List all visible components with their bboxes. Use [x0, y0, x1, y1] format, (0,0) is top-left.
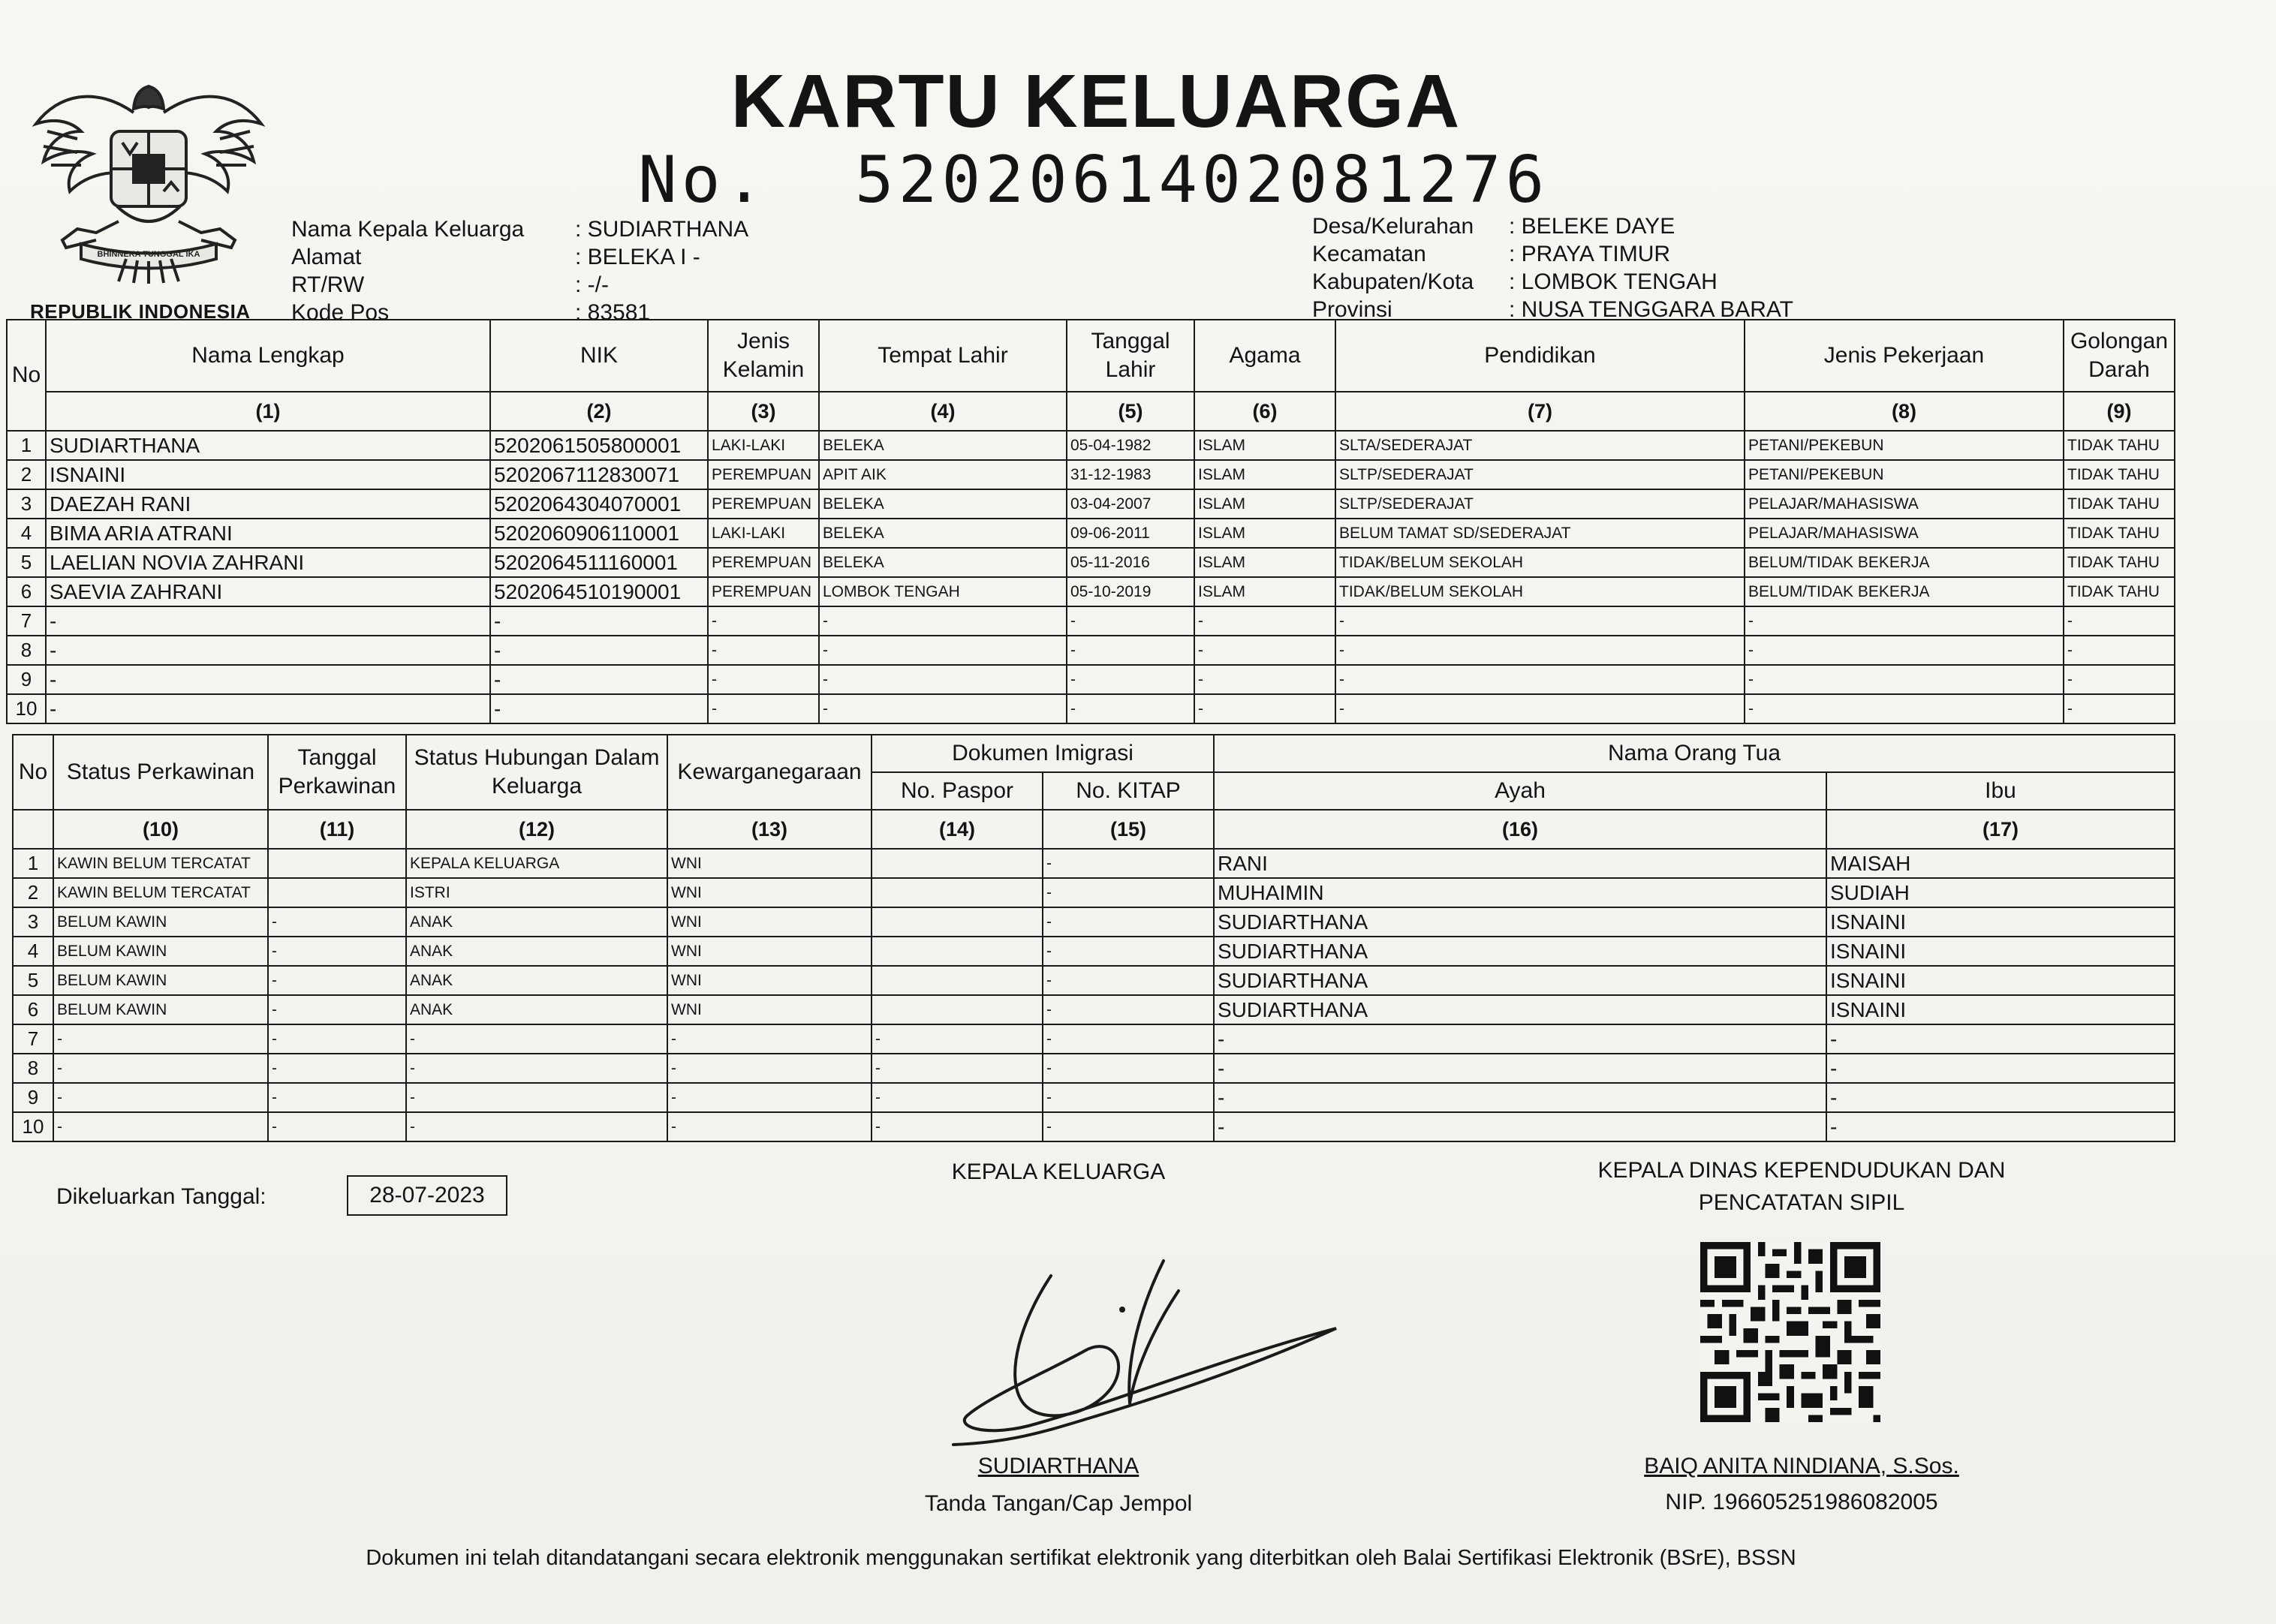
member-gender: PEREMPUAN — [708, 489, 819, 519]
member-education: BELUM TAMAT SD/SEDERAJAT — [1335, 519, 1745, 548]
marital-status: - — [53, 1024, 268, 1054]
qr-code-icon — [1700, 1242, 1880, 1422]
father-name: SUDIARTHANA — [1214, 995, 1826, 1024]
value-address: : BELEKA I - — [575, 245, 700, 269]
marital-status: - — [53, 1112, 268, 1141]
member-occupation: PETANI/PEKEBUN — [1745, 460, 2064, 489]
member-birthplace: - — [819, 665, 1067, 694]
mother-name: - — [1826, 1083, 2175, 1112]
member-nik: 5202060906110001 — [490, 519, 708, 548]
label-regency: Kabupaten/Kota — [1312, 269, 1474, 294]
member-occupation: BELUM/TIDAK BEKERJA — [1745, 577, 2064, 606]
member-occupation: PELAJAR/MAHASISWA — [1745, 519, 2064, 548]
index-6: (6) — [1194, 392, 1335, 431]
head-of-family-title: KEPALA KELUARGA — [951, 1159, 1166, 1184]
row-no: 7 — [7, 606, 46, 636]
col-religion: Agama — [1194, 320, 1335, 392]
relationship: ANAK — [406, 937, 667, 966]
member-name: LAELIAN NOVIA ZAHRANI — [46, 548, 490, 577]
passport-no — [872, 966, 1043, 995]
row-no: 6 — [13, 995, 53, 1024]
citizenship: - — [667, 1112, 872, 1141]
member-religion: ISLAM — [1194, 519, 1335, 548]
relationship: ANAK — [406, 907, 667, 937]
family-members-table — [6, 319, 2175, 724]
value-village: : BELEKE DAYE — [1509, 214, 1675, 239]
index-12: (12) — [406, 810, 667, 849]
member-gender: - — [708, 636, 819, 665]
member-education: SLTP/SEDERAJAT — [1335, 489, 1745, 519]
emblem-caption: REPUBLIK INDONESIA — [30, 300, 251, 323]
handwritten-signature — [938, 1246, 1359, 1448]
member-religion: - — [1194, 636, 1335, 665]
index-9: (9) — [2064, 392, 2175, 431]
passport-no — [872, 937, 1043, 966]
index-7: (7) — [1335, 392, 1745, 431]
member-religion: ISLAM — [1194, 460, 1335, 489]
official-title-line2: PENCATATAN SIPIL — [1698, 1190, 1905, 1215]
member-religion: ISLAM — [1194, 431, 1335, 460]
mother-name: ISNAINI — [1826, 937, 2175, 966]
row-no: 5 — [13, 966, 53, 995]
col-no: No — [7, 320, 46, 431]
father-name: MUHAIMIN — [1214, 878, 1826, 907]
col-blood-type: Golongan Darah — [2064, 320, 2175, 392]
col-full-name: Nama Lengkap — [46, 320, 490, 392]
index-14: (14) — [872, 810, 1043, 849]
member-religion: ISLAM — [1194, 548, 1335, 577]
official-name: BAIQ ANITA NINDIANA, S.Sos. — [1644, 1454, 1959, 1478]
member-birthplace: BELEKA — [819, 489, 1067, 519]
father-name: SUDIARTHANA — [1214, 937, 1826, 966]
index-15: (15) — [1043, 810, 1214, 849]
table-row — [13, 937, 2175, 966]
member-religion: ISLAM — [1194, 489, 1335, 519]
row-no: 4 — [7, 519, 46, 548]
table-row — [7, 489, 2175, 519]
row-no: 1 — [13, 849, 53, 878]
index-13: (13) — [667, 810, 872, 849]
kitap-no: - — [1043, 907, 1214, 937]
table-row — [7, 606, 2175, 636]
kitap-no: - — [1043, 1112, 1214, 1141]
signature-caption: Tanda Tangan/Cap Jempol — [924, 1491, 1193, 1516]
member-birthplace: BELEKA — [819, 431, 1067, 460]
member-blood-type: TIDAK TAHU — [2064, 460, 2175, 489]
table-row — [7, 548, 2175, 577]
marriage-date — [268, 849, 406, 878]
index-5: (5) — [1067, 392, 1194, 431]
member-nik: 5202067112830071 — [490, 460, 708, 489]
member-birthplace: BELEKA — [819, 548, 1067, 577]
label-rt-rw: RT/RW — [291, 272, 365, 297]
relationship: - — [406, 1112, 667, 1141]
passport-no — [872, 878, 1043, 907]
member-gender: - — [708, 694, 819, 723]
relationship: KEPALA KELUARGA — [406, 849, 667, 878]
member-education: TIDAK/BELUM SEKOLAH — [1335, 577, 1745, 606]
member-birthdate: 05-04-1982 — [1067, 431, 1194, 460]
marital-status: BELUM KAWIN — [53, 937, 268, 966]
col-birthplace: Tempat Lahir — [819, 320, 1067, 392]
household-info-left — [291, 215, 748, 326]
kitap-no: - — [1043, 1083, 1214, 1112]
father-name: SUDIARTHANA — [1214, 966, 1826, 995]
kitap-no: - — [1043, 878, 1214, 907]
index-17: (17) — [1826, 810, 2175, 849]
document-title: KARTU KELUARGA — [730, 59, 1462, 143]
member-birthdate: - — [1067, 636, 1194, 665]
table-row — [7, 665, 2175, 694]
row-no: 8 — [13, 1054, 53, 1083]
table-row — [13, 1083, 2175, 1112]
member-gender: PEREMPUAN — [708, 548, 819, 577]
passport-no — [872, 849, 1043, 878]
member-nik: 5202061505800001 — [490, 431, 708, 460]
member-birthdate: 03-04-2007 — [1067, 489, 1194, 519]
member-nik: 5202064510190001 — [490, 577, 708, 606]
member-gender: LAKI-LAKI — [708, 431, 819, 460]
electronic-signature-note: Dokumen ini telah ditandatangani secara elektronik menggunakan sertifikat elektronik yang diterbitkan oleh Balai Sertifikasi Elektronik (BSrE), BSSN — [366, 1546, 1796, 1570]
col-marital-status: Status Perkawinan — [53, 735, 268, 810]
citizenship: WNI — [667, 878, 872, 907]
passport-no — [872, 907, 1043, 937]
family-status-table — [12, 734, 2175, 1142]
marital-status: KAWIN BELUM TERCATAT — [53, 849, 268, 878]
member-religion: - — [1194, 606, 1335, 636]
passport-no: - — [872, 1054, 1043, 1083]
card-number-label: No. — [638, 143, 769, 218]
table-row — [13, 1112, 2175, 1141]
col-occupation: Jenis Pekerjaan — [1745, 320, 2064, 392]
member-birthplace: - — [819, 636, 1067, 665]
member-education: - — [1335, 636, 1745, 665]
member-birthdate: 05-10-2019 — [1067, 577, 1194, 606]
member-occupation: - — [1745, 665, 2064, 694]
mother-name: ISNAINI — [1826, 966, 2175, 995]
index-2: (2) — [490, 392, 708, 431]
official-nip: NIP. 196605251986082005 — [1665, 1490, 1938, 1514]
relationship: ANAK — [406, 966, 667, 995]
value-rt-rw: : -/- — [575, 272, 609, 297]
col-passport: No. Paspor — [872, 772, 1043, 810]
value-regency: : LOMBOK TENGAH — [1509, 269, 1718, 294]
col-relationship: Status Hubungan Dalam Keluarga — [406, 735, 667, 810]
father-name: - — [1214, 1054, 1826, 1083]
father-name: SUDIARTHANA — [1214, 907, 1826, 937]
label-head-of-family: Nama Kepala Keluarga — [291, 217, 525, 242]
table-row — [7, 694, 2175, 723]
col-education: Pendidikan — [1335, 320, 1745, 392]
marital-status: BELUM KAWIN — [53, 995, 268, 1024]
row-no: 4 — [13, 937, 53, 966]
table-row — [13, 966, 2175, 995]
index-10: (10) — [53, 810, 268, 849]
marriage-date: - — [268, 1112, 406, 1141]
label-village: Desa/Kelurahan — [1312, 214, 1474, 239]
member-nik: - — [490, 665, 708, 694]
member-gender: - — [708, 665, 819, 694]
mother-name: SUDIAH — [1826, 878, 2175, 907]
index-11: (11) — [268, 810, 406, 849]
col2-no: No — [13, 735, 53, 810]
member-gender: PEREMPUAN — [708, 577, 819, 606]
member-gender: - — [708, 606, 819, 636]
label-province: Provinsi — [1312, 297, 1392, 322]
row-no: 6 — [7, 577, 46, 606]
member-nik: - — [490, 636, 708, 665]
member-birthdate: 09-06-2011 — [1067, 519, 1194, 548]
kitap-no: - — [1043, 849, 1214, 878]
col-mother: Ibu — [1826, 772, 2175, 810]
member-name: DAEZAH RANI — [46, 489, 490, 519]
passport-no: - — [872, 1024, 1043, 1054]
citizenship: WNI — [667, 995, 872, 1024]
mother-name: - — [1826, 1024, 2175, 1054]
row-no: 1 — [7, 431, 46, 460]
row-no: 5 — [7, 548, 46, 577]
row-no: 8 — [7, 636, 46, 665]
citizenship: WNI — [667, 937, 872, 966]
marital-status: BELUM KAWIN — [53, 966, 268, 995]
col-citizenship: Kewarganegaraan — [667, 735, 872, 810]
member-blood-type: - — [2064, 665, 2175, 694]
member-birthplace: APIT AIK — [819, 460, 1067, 489]
row-no: 10 — [13, 1112, 53, 1141]
relationship: ISTRI — [406, 878, 667, 907]
relationship: - — [406, 1024, 667, 1054]
member-name: - — [46, 665, 490, 694]
index2-blank — [13, 810, 53, 849]
member-religion: ISLAM — [1194, 577, 1335, 606]
member-blood-type: TIDAK TAHU — [2064, 489, 2175, 519]
marital-status: BELUM KAWIN — [53, 907, 268, 937]
passport-no: - — [872, 1112, 1043, 1141]
member-education: SLTA/SEDERAJAT — [1335, 431, 1745, 460]
member-occupation: - — [1745, 636, 2064, 665]
member-blood-type: TIDAK TAHU — [2064, 577, 2175, 606]
row-no: 7 — [13, 1024, 53, 1054]
issued-date: 28-07-2023 — [347, 1175, 507, 1216]
citizenship: - — [667, 1054, 872, 1083]
index-8: (8) — [1745, 392, 2064, 431]
citizenship: WNI — [667, 907, 872, 937]
table-row — [7, 431, 2175, 460]
marriage-date: - — [268, 1054, 406, 1083]
emblem-motto: BHINNEKA TUNGGAL IKA — [97, 250, 200, 259]
kitap-no: - — [1043, 966, 1214, 995]
row-no: 3 — [7, 489, 46, 519]
col-gender: Jenis Kelamin — [708, 320, 819, 392]
member-gender: LAKI-LAKI — [708, 519, 819, 548]
member-occupation: PELAJAR/MAHASISWA — [1745, 489, 2064, 519]
member-birthplace: - — [819, 694, 1067, 723]
household-info-right — [1312, 212, 1793, 323]
member-birthdate: 31-12-1983 — [1067, 460, 1194, 489]
member-occupation: PETANI/PEKEBUN — [1745, 431, 2064, 460]
table-row — [13, 1054, 2175, 1083]
kitap-no: - — [1043, 1054, 1214, 1083]
label-postal-code: Kode Pos — [291, 300, 390, 325]
member-nik: 5202064304070001 — [490, 489, 708, 519]
value-head-of-family: : SUDIARTHANA — [575, 217, 749, 242]
table-row — [7, 577, 2175, 606]
col-marriage-date: Tanggal Perkawinan — [268, 735, 406, 810]
member-occupation: BELUM/TIDAK BEKERJA — [1745, 548, 2064, 577]
member-nik: 5202064511160001 — [490, 548, 708, 577]
row-no: 2 — [7, 460, 46, 489]
col-father: Ayah — [1214, 772, 1826, 810]
citizenship: - — [667, 1024, 872, 1054]
value-postal-code: : 83581 — [575, 300, 651, 325]
label-address: Alamat — [291, 245, 362, 269]
member-blood-type: - — [2064, 606, 2175, 636]
member-nik: - — [490, 606, 708, 636]
table-row — [13, 995, 2175, 1024]
table-row — [13, 907, 2175, 937]
member-birthplace: - — [819, 606, 1067, 636]
relationship: - — [406, 1054, 667, 1083]
table-row — [13, 1024, 2175, 1054]
marital-status: KAWIN BELUM TERCATAT — [53, 878, 268, 907]
member-blood-type: TIDAK TAHU — [2064, 548, 2175, 577]
card-number — [638, 143, 1549, 218]
row-no: 2 — [13, 878, 53, 907]
passport-no — [872, 995, 1043, 1024]
head-of-family-name: SUDIARTHANA — [977, 1454, 1140, 1478]
member-birthdate: - — [1067, 606, 1194, 636]
member-blood-type: - — [2064, 636, 2175, 665]
member-name: ISNAINI — [46, 460, 490, 489]
member-name: - — [46, 694, 490, 723]
citizenship: - — [667, 1083, 872, 1112]
marriage-date: - — [268, 1024, 406, 1054]
relationship: - — [406, 1083, 667, 1112]
row-no: 9 — [13, 1083, 53, 1112]
member-birthplace: LOMBOK TENGAH — [819, 577, 1067, 606]
mother-name: - — [1826, 1054, 2175, 1083]
label-district: Kecamatan — [1312, 242, 1426, 266]
col-immigration-docs: Dokumen Imigrasi — [872, 735, 1214, 772]
marriage-date — [268, 878, 406, 907]
father-name: - — [1214, 1024, 1826, 1054]
card-number-value: 5202061402081276 — [854, 143, 1549, 218]
member-education: SLTP/SEDERAJAT — [1335, 460, 1745, 489]
official-title-line1: KEPALA DINAS KEPENDUDUKAN DAN — [1597, 1158, 2006, 1183]
value-district: : PRAYA TIMUR — [1509, 242, 1671, 266]
col-kitap: No. KITAP — [1043, 772, 1214, 810]
marriage-date: - — [268, 907, 406, 937]
father-name: - — [1214, 1112, 1826, 1141]
relationship: ANAK — [406, 995, 667, 1024]
kitap-no: - — [1043, 995, 1214, 1024]
member-name: - — [46, 636, 490, 665]
member-education: - — [1335, 694, 1745, 723]
member-religion: - — [1194, 665, 1335, 694]
member-blood-type: TIDAK TAHU — [2064, 519, 2175, 548]
table-row — [7, 519, 2175, 548]
member-education: - — [1335, 606, 1745, 636]
member-gender: PEREMPUAN — [708, 460, 819, 489]
marital-status: - — [53, 1054, 268, 1083]
table-row — [7, 636, 2175, 665]
col-nik: NIK — [490, 320, 708, 392]
issued-label: Dikeluarkan Tanggal: — [56, 1184, 266, 1209]
member-education: TIDAK/BELUM SEKOLAH — [1335, 548, 1745, 577]
marriage-date: - — [268, 966, 406, 995]
marriage-date: - — [268, 937, 406, 966]
member-name: SUDIARTHANA — [46, 431, 490, 460]
index-3: (3) — [708, 392, 819, 431]
index-1: (1) — [46, 392, 490, 431]
row-no: 9 — [7, 665, 46, 694]
passport-no: - — [872, 1083, 1043, 1112]
mother-name: MAISAH — [1826, 849, 2175, 878]
member-name: SAEVIA ZAHRANI — [46, 577, 490, 606]
citizenship: WNI — [667, 966, 872, 995]
member-education: - — [1335, 665, 1745, 694]
member-occupation: - — [1745, 694, 2064, 723]
member-occupation: - — [1745, 606, 2064, 636]
father-name: - — [1214, 1083, 1826, 1112]
row-no: 3 — [13, 907, 53, 937]
father-name: RANI — [1214, 849, 1826, 878]
member-blood-type: - — [2064, 694, 2175, 723]
mother-name: ISNAINI — [1826, 907, 2175, 937]
col-parents: Nama Orang Tua — [1214, 735, 2175, 772]
index-16: (16) — [1214, 810, 1826, 849]
member-nik: - — [490, 694, 708, 723]
value-province: : NUSA TENGGARA BARAT — [1509, 297, 1793, 322]
member-birthdate: 05-11-2016 — [1067, 548, 1194, 577]
marriage-date: - — [268, 1083, 406, 1112]
table-row — [13, 849, 2175, 878]
member-birthplace: BELEKA — [819, 519, 1067, 548]
table-row — [13, 878, 2175, 907]
mother-name: ISNAINI — [1826, 995, 2175, 1024]
member-blood-type: TIDAK TAHU — [2064, 431, 2175, 460]
marital-status: - — [53, 1083, 268, 1112]
citizenship: WNI — [667, 849, 872, 878]
mother-name: - — [1826, 1112, 2175, 1141]
member-name: - — [46, 606, 490, 636]
index-4: (4) — [819, 392, 1067, 431]
kitap-no: - — [1043, 937, 1214, 966]
table-row — [7, 460, 2175, 489]
row-no: 10 — [7, 694, 46, 723]
member-religion: - — [1194, 694, 1335, 723]
kitap-no: - — [1043, 1024, 1214, 1054]
member-birthdate: - — [1067, 694, 1194, 723]
col-birthdate: Tanggal Lahir — [1067, 320, 1194, 392]
member-name: BIMA ARIA ATRANI — [46, 519, 490, 548]
marriage-date: - — [268, 995, 406, 1024]
member-birthdate: - — [1067, 665, 1194, 694]
